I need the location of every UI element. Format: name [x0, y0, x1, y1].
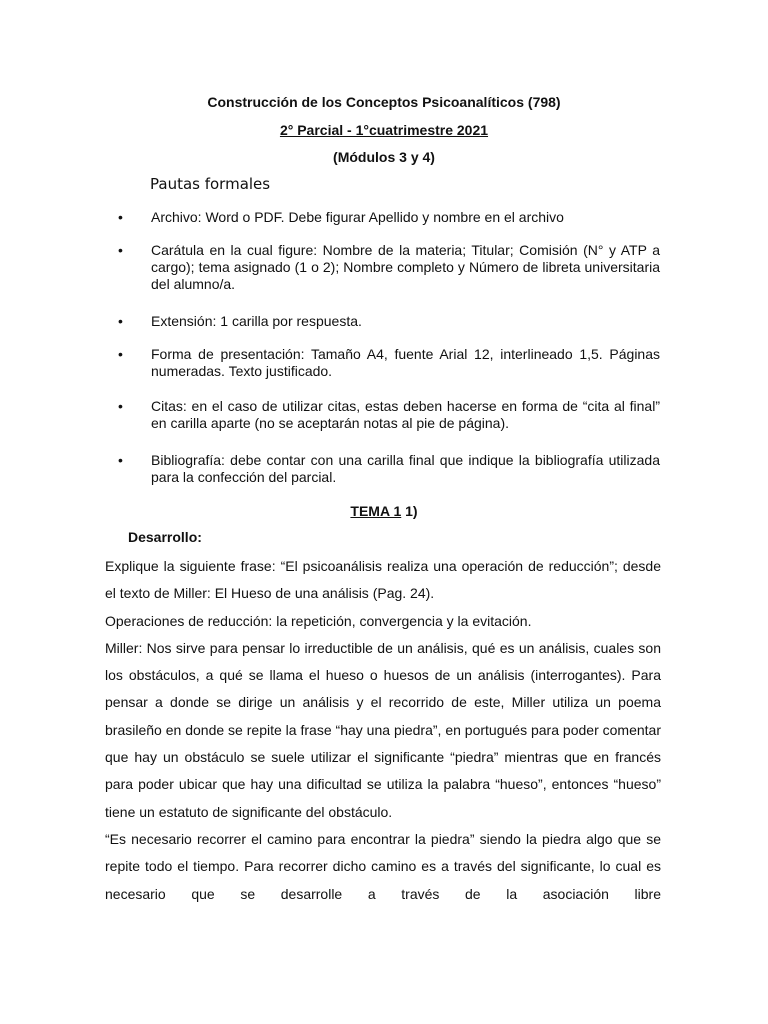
guideline-text: Carátula en la cual figure: Nombre de la materia; Titular; Comisión (N° y ATP a cargo); tema asignado (1 o 2); Nombre completo y Número de libreta universitaria del alumno/a.: [151, 242, 660, 292]
guideline-text: Extensión: 1 carilla por respuesta.: [151, 313, 362, 329]
bullet-icon: •: [118, 209, 123, 225]
bullet-icon: •: [118, 452, 123, 468]
bullet-icon: •: [118, 398, 123, 414]
course-title: Construcción de los Conceptos Psicoanalíticos (798): [207, 94, 561, 110]
topic-heading: [0, 502, 768, 520]
paragraph: Operaciones de reducción: la repetición, convergencia y la evitación.: [105, 612, 532, 629]
exam-title: 2° Parcial - 1°cuatrimestre 2021: [279, 122, 489, 138]
bullet-icon: •: [118, 346, 123, 362]
guideline-text: Forma de presentación: Tamaño A4, fuente Arial 12, interlineado 1,5. Páginas numeradas. Texto justificado.: [151, 346, 660, 379]
paragraph: “Es necesario recorrer el camino para encontrar la piedra” siendo la piedra algo que se repite todo el tiempo. Para recorrer dicho camino es a través del significante, lo cual es necesario que se desarrolle a través de la asociación libre: [105, 830, 661, 902]
topic-number: 1): [401, 503, 418, 519]
bullet-icon: •: [118, 242, 123, 258]
paragraph: Miller: Nos sirve para pensar lo irreductible de un análisis, qué es un análisis, cuales son los obstáculos, a qué se llama el hueso o huesos de un análisis (interrogantes). Para pensar a donde se dirige un análisis y el recorrido de este, Miller utiliza un poema brasileño en donde se repite la frase “hay una piedra”, en portugués para poder comentar que hay un obstáculo se suele utilizar el significante “piedra” mientras que en francés para poder ubicar que hay una dificultad se utiliza la palabra “hueso”, entonces “hueso” tiene un estatuto de significante del obstáculo.: [105, 639, 661, 820]
development-heading: Desarrollo:: [128, 529, 202, 545]
guideline-text: Archivo: Word o PDF. Debe figurar Apellido y nombre en el archivo: [151, 209, 564, 225]
modules-subtitle: (Módulos 3 y 4): [333, 149, 435, 165]
guideline-text: Bibliografía: debe contar con una carilla final que indique la bibliografía utilizada para la confección del parcial.: [151, 452, 660, 485]
paragraph: Explique la siguiente frase: “El psicoanálisis realiza una operación de reducción”; desde el texto de Miller: El Hueso de una análisis (Pag. 24).: [105, 558, 661, 602]
bullet-icon: •: [118, 313, 123, 329]
development-body: [105, 553, 661, 908]
guidelines-heading: Pautas formales: [150, 175, 271, 193]
guideline-text: Citas: en el caso de utilizar citas, estas deben hacerse en forma de “cita al final” en carilla aparte (no se aceptarán notas al pie de página).: [151, 398, 660, 431]
topic-label: TEMA 1: [350, 503, 402, 519]
